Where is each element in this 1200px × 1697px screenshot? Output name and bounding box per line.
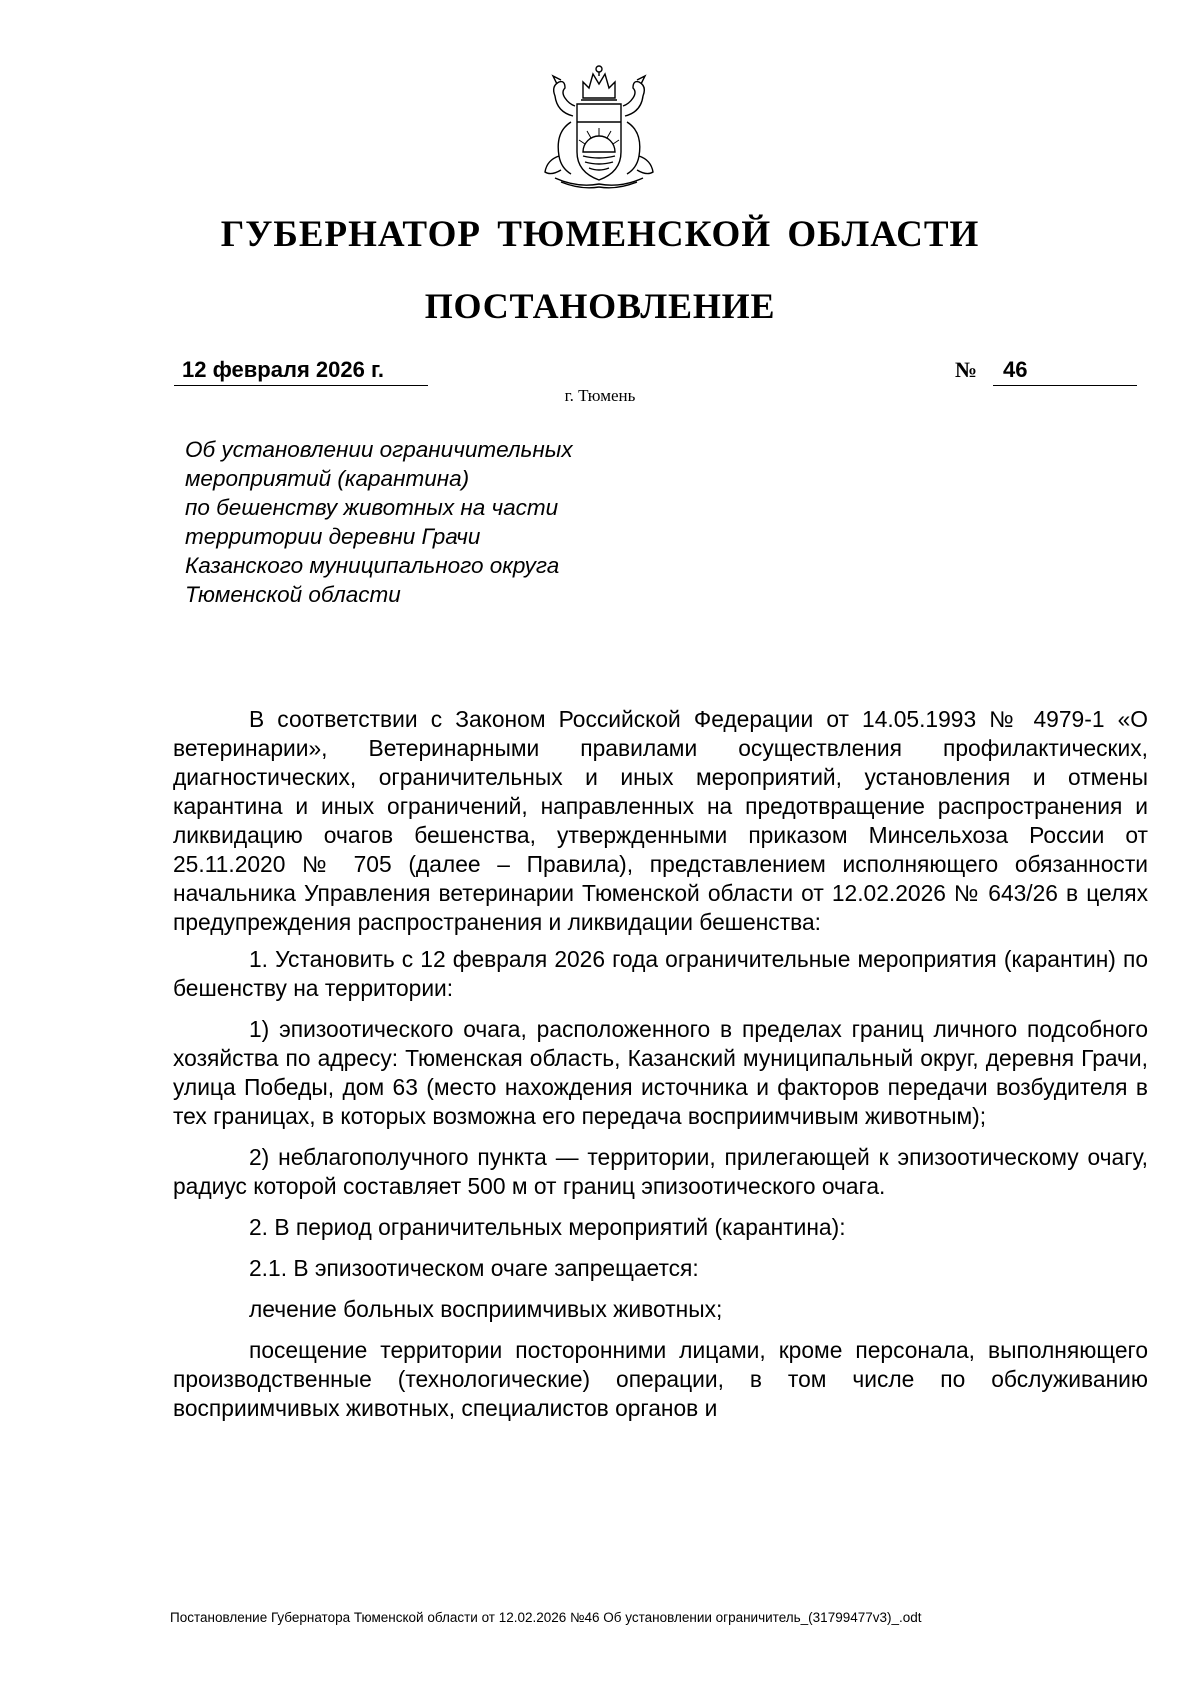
document-body — [173, 705, 1148, 1431]
body-paragraph: лечение больных восприимчивых животных; — [249, 1296, 723, 1322]
subject-line: Тюменской области — [185, 582, 401, 607]
date-value: 12 февраля 2026 г. — [182, 357, 385, 382]
body-paragraph: 2.1. В эпизоотическом очаге запрещается: — [249, 1255, 699, 1281]
document-number — [993, 355, 1137, 386]
authority-title: ГУБЕРНАТОР ТЮМЕНСКОЙ ОБЛАСТИ — [220, 214, 980, 255]
number-label: № — [955, 357, 978, 382]
subject-line: территории деревни Грачи — [185, 524, 481, 549]
document-subject — [185, 435, 685, 609]
body-paragraph: 2. В период ограничительных мероприятий (карантина): — [249, 1214, 846, 1240]
body-paragraph: посещение территории посторонними лицами, кроме персонала, выполняющего производственные (технологические) операции, в том числе по обслуживанию восприимчивых животных, специалистов органов и — [173, 1337, 1148, 1421]
body-paragraph: В соответствии с Законом Российской Федерации от 14.05.1993 № 4979-1 «О ветеринарии», Ветеринарными правилами осуществления профилактических, диагностических, ограничительных и иных мероприятий, установления и отмены карантина и иных ограничений, направленных на предотвращение распространения и ликвидацию очагов бешенства, утвержденными приказом Минсельхоза России от 25.11.2020 № 705 (далее – Правила), представлением исполняющего обязанности начальника Управления ветеринарии Тюменской области от 12.02.2026 № 643/26 в целях предупреждения распространения и ликвидации бешенства: — [173, 706, 1148, 935]
document-date — [174, 355, 428, 386]
subject-line: мероприятий (карантина) — [185, 466, 470, 491]
coat-of-arms-icon — [521, 60, 677, 192]
subject-line: по бешенству животных на части — [185, 495, 559, 520]
number-value: 46 — [1003, 357, 1028, 382]
body-paragraph: 1) эпизоотического очага, расположенного в пределах границ личного подсобного хозяйства по адресу: Тюменская область, Казанский муниципальный округ, деревня Грачи, улица Победы, дом 63 (место нахождения источника и факторов передачи возбудителя в тех границах, в которых возможна его передача восприимчивым животным); — [173, 1016, 1148, 1129]
body-paragraph: 1. Установить с 12 февраля 2026 года ограничительные мероприятия (карантин) по бешенству на территории: — [173, 946, 1148, 1001]
subject-line: Казанского муниципального округа — [185, 553, 560, 578]
document-type: ПОСТАНОВЛЕНИЕ — [424, 286, 776, 326]
city-label: г. Тюмень — [564, 386, 636, 405]
file-footer: Постановление Губернатора Тюменской области от 12.02.2026 №46 Об установлении ограничитель_(31799477v3)_.odt — [170, 1610, 922, 1625]
body-paragraph: 2) неблагополучного пункта — территории, прилегающей к эпизоотическому очагу, радиус которой составляет 500 м от границ эпизоотического очага. — [173, 1144, 1148, 1199]
subject-line: Об установлении ограничительных — [185, 437, 573, 462]
